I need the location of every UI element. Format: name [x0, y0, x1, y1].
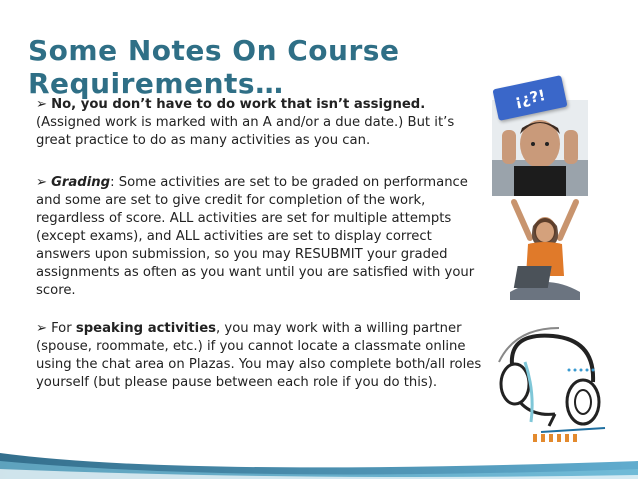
bottom-decoration — [0, 421, 638, 479]
interrobang-badge: ¡¿?! — [492, 75, 567, 121]
assignments-text: (Assigned work is marked with an A and/or a due date.) But it’s great practice to do as many activities as you can. — [36, 115, 455, 148]
cheering-woman-laptop-photo — [500, 196, 590, 308]
arrow-bullet-icon: ➢ — [36, 175, 48, 190]
arrow-bullet-icon: ➢ — [36, 321, 48, 336]
slide-title: Some Notes On Course Requirements… — [28, 34, 400, 100]
speaking-heading: speaking activities — [75, 321, 216, 336]
grading-text: : Some activities are set to be graded on performance and some are set to give credit for completion of the work, regardless of score. ALL activities are set for multiple attempts (except exams), and ALL activities are set to display correct answers upon submission, so you may RESUBMIT your graded assignments as often as you want until you are satisfied with your score. — [36, 175, 475, 298]
paragraph-speaking — [36, 320, 486, 392]
assignments-heading: No, you don’t have to do work that isn’t assigned. — [51, 97, 426, 112]
grading-heading: Grading — [51, 175, 111, 190]
speaking-text: , you may work with a willing partner (spouse, roommate, etc.) if you cannot locate a classmate online using the chat area on Plazas. You may also complete both/all roles yourself (but please pause between each role if you do this). — [36, 321, 482, 390]
speaking-lead: For — [51, 321, 76, 336]
paragraph-assignments — [36, 96, 486, 150]
paragraph-grading — [36, 174, 486, 300]
arrow-bullet-icon: ➢ — [36, 97, 48, 112]
